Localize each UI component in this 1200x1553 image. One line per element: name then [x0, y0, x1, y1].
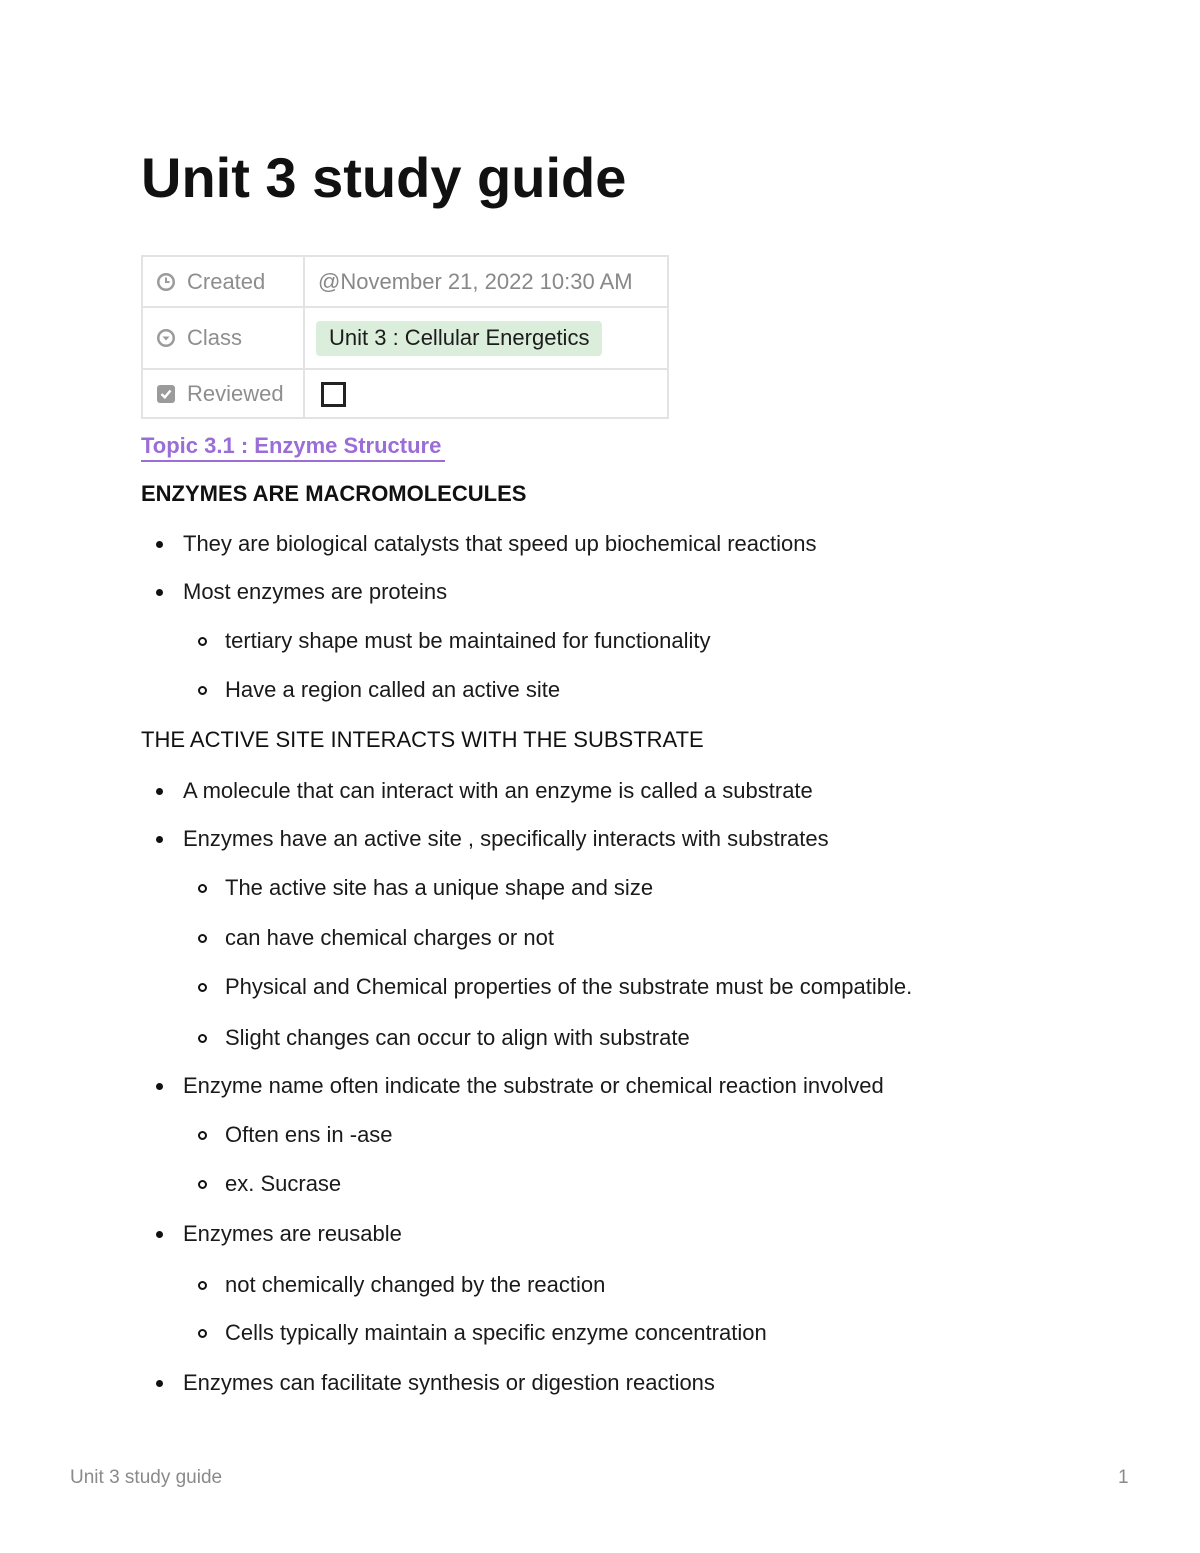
list-item: Enzymes can facilitate synthesis or digestion reactions	[183, 1370, 715, 1395]
list-item: Most enzymes are proteins	[183, 579, 448, 604]
list-item: not chemically changed by the reaction	[225, 1272, 606, 1297]
footer-page-number: 1	[1118, 1467, 1129, 1488]
list-item: A molecule that can interact with an enzyme is called a substrate	[183, 778, 813, 803]
checkbox-icon	[155, 383, 177, 405]
section-heading-active-site: THE ACTIVE SITE INTERACTS WITH THE SUBSTRATE	[141, 727, 704, 752]
list-item: Enzyme name often indicate the substrate or chemical reaction involved	[183, 1073, 884, 1098]
section-heading-macromolecules: ENZYMES ARE MACROMOLECULES	[141, 481, 527, 506]
topic-link[interactable]: Topic 3.1 : Enzyme Structure	[141, 432, 445, 462]
list-item: tertiary shape must be maintained for functionality	[225, 628, 711, 653]
list-item: Often ens in -ase	[225, 1122, 393, 1147]
property-row-reviewed	[142, 369, 668, 418]
reviewed-label: Reviewed	[187, 380, 284, 406]
list-item: Cells typically maintain a specific enzyme concentration	[225, 1320, 767, 1345]
property-row-created	[142, 256, 668, 307]
select-icon	[155, 327, 177, 349]
clock-icon	[155, 271, 177, 293]
created-label: Created	[187, 268, 266, 294]
created-value[interactable]: @November 21, 2022 10:30 AM	[318, 268, 633, 294]
properties-table	[141, 255, 669, 419]
reviewed-checkbox[interactable]	[321, 382, 346, 407]
list-item: Have a region called an active site	[225, 677, 561, 702]
footer-doc-name: Unit 3 study guide	[70, 1467, 223, 1488]
property-row-class	[142, 307, 668, 369]
list-item: ex. Sucrase	[225, 1171, 342, 1196]
list-item: can have chemical charges or not	[225, 925, 554, 950]
list-item: The active site has a unique shape and size	[225, 875, 654, 900]
list-item: Enzymes are reusable	[183, 1221, 402, 1246]
list-item: Physical and Chemical properties of the substrate must be compatible.	[225, 974, 913, 999]
list-item: Slight changes can occur to align with substrate	[225, 1025, 690, 1050]
page-title: Unit 3 study guide	[141, 146, 627, 209]
list-item: Enzymes have an active site , specifically interacts with substrates	[183, 826, 829, 851]
class-tag[interactable]: Unit 3 : Cellular Energetics	[316, 321, 602, 356]
list-item: They are biological catalysts that speed up biochemical reactions	[183, 531, 817, 556]
class-label: Class	[187, 325, 243, 350]
